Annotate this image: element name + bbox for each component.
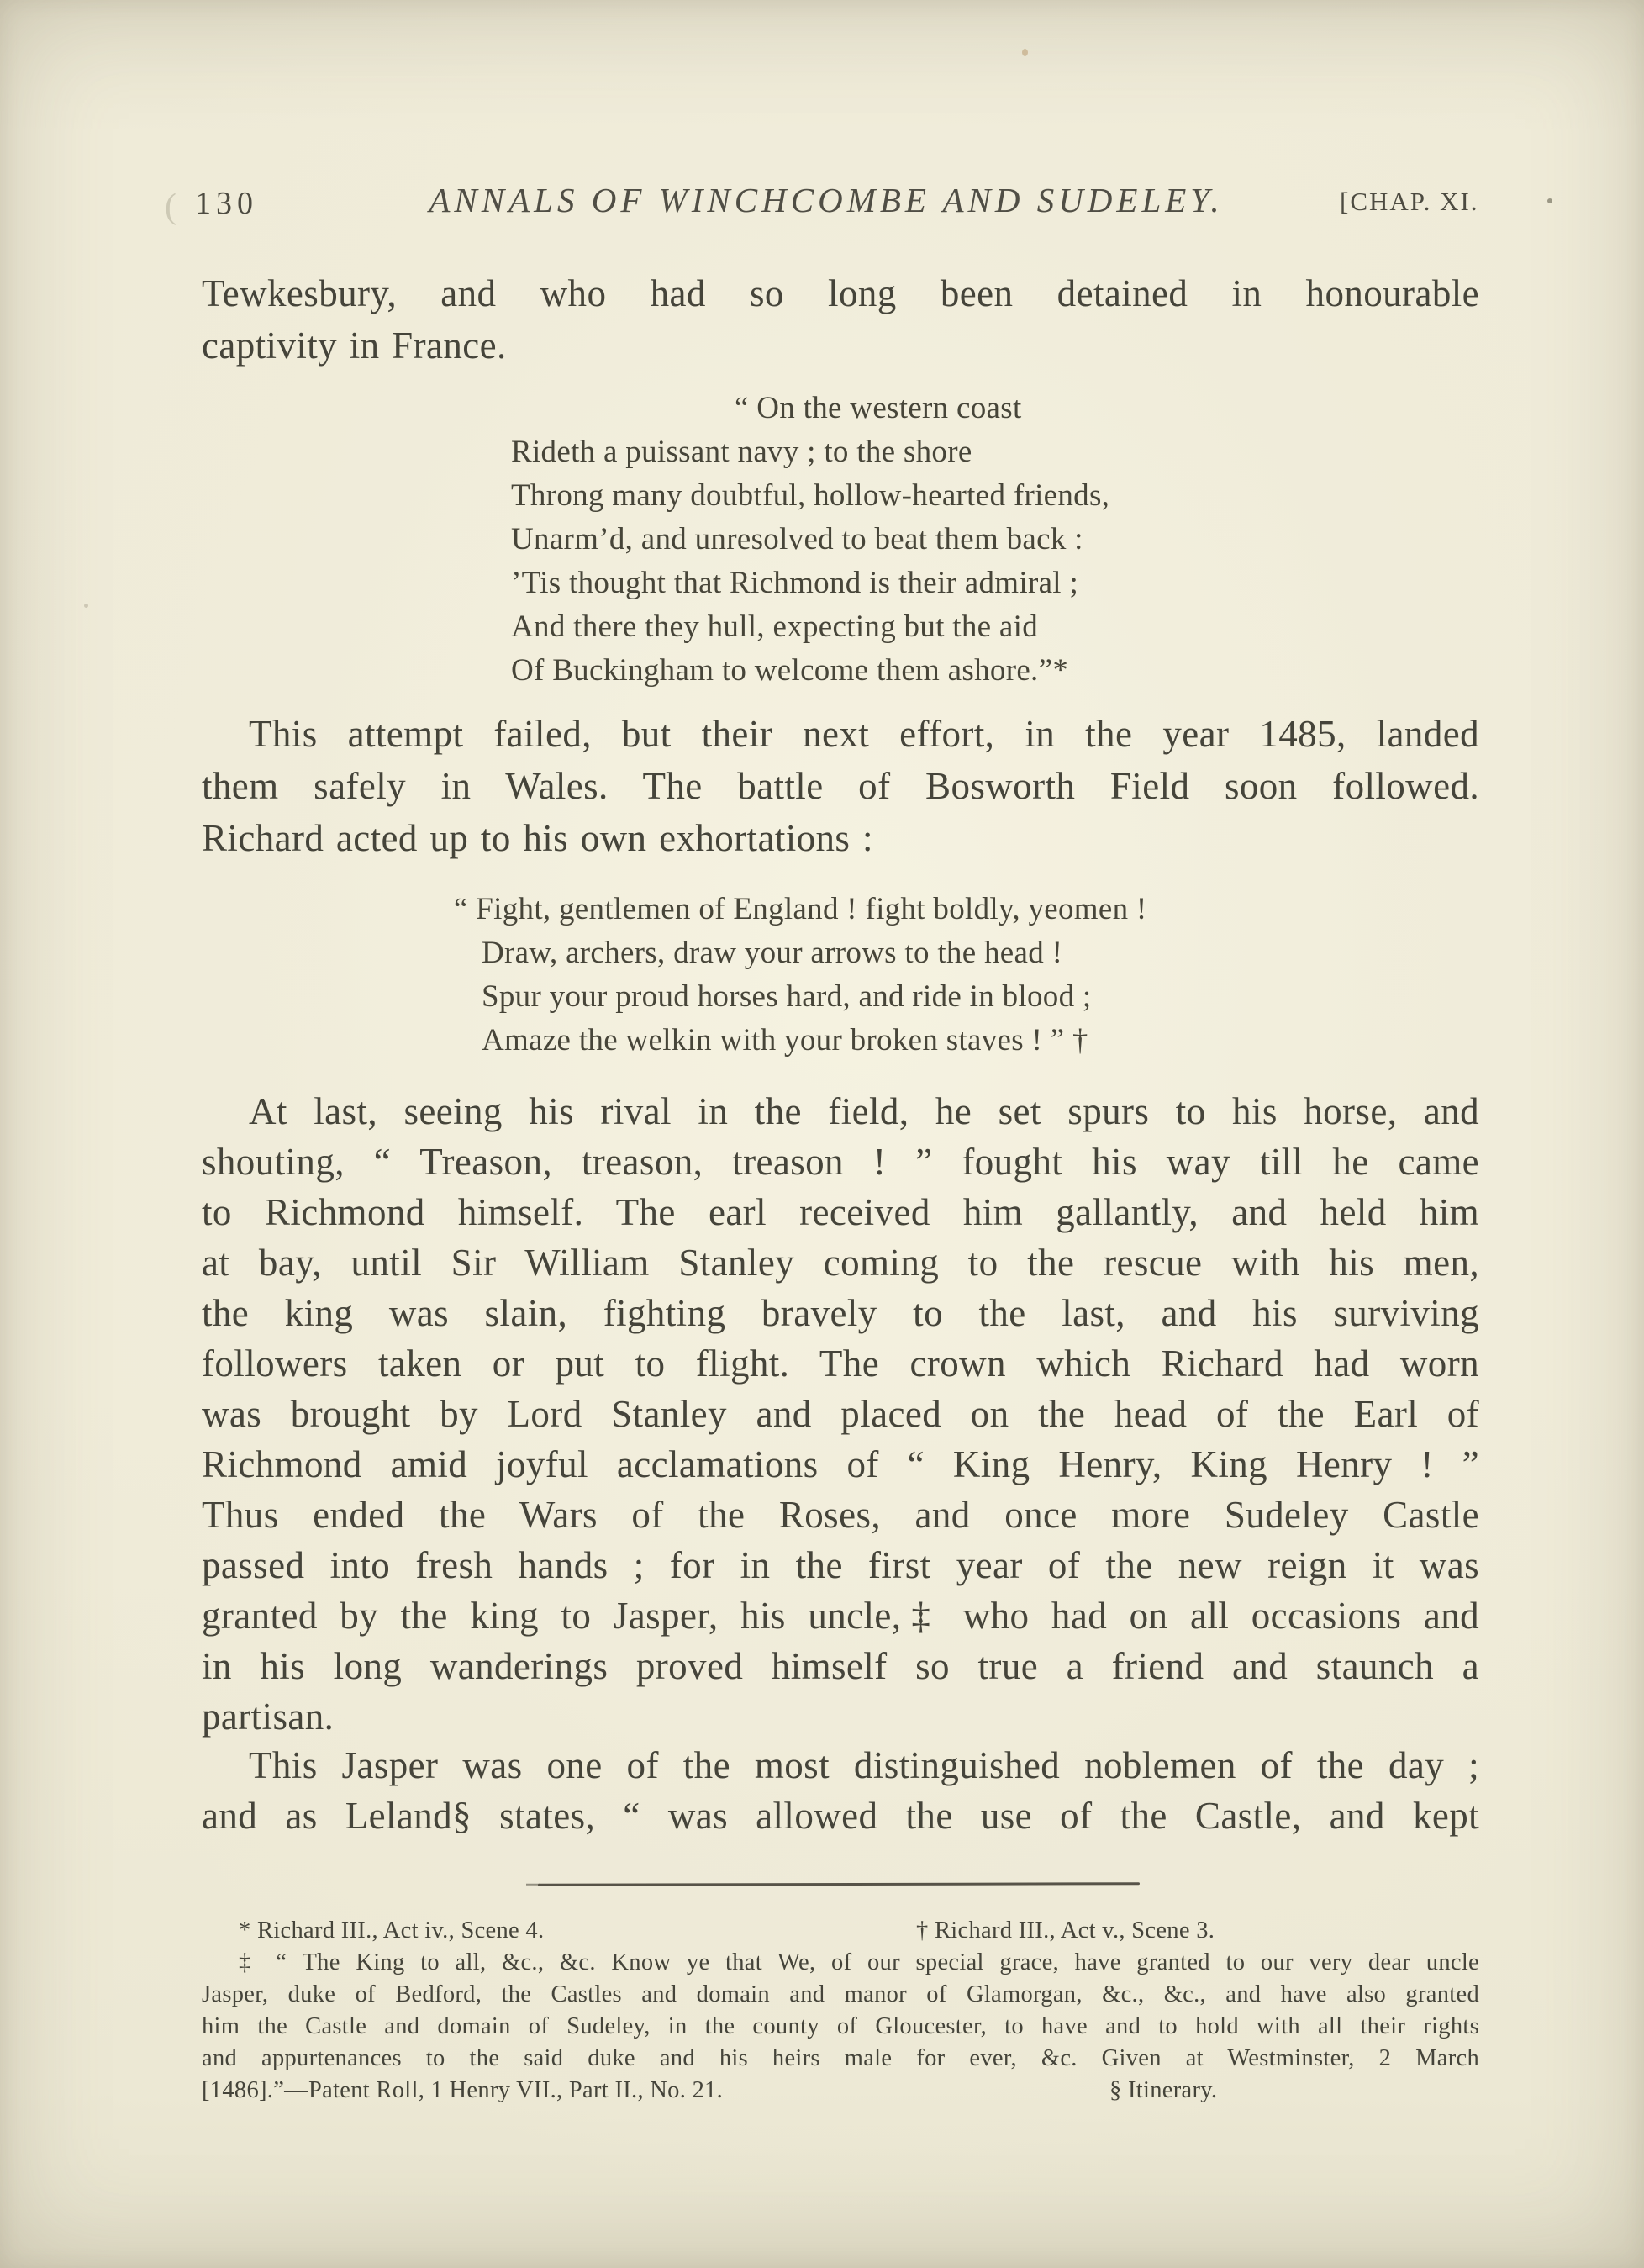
paragraph-line: followers taken or put to flight. The crown which Richard had worn [202,1342,1479,1385]
footnote-section: § Itinerary. [1109,2077,1218,2103]
verse-line: Rideth a puissant navy ; to the shore [511,435,972,469]
footnote-star: * Richard III., Act iv., Scene 4. [239,1917,545,1944]
paragraph-this-attempt [202,708,1479,864]
paragraph-line: the king was slain, fighting bravely to the last, and his surviving [202,1292,1479,1334]
paragraph-line: them safely in Wales. The battle of Bosworth Field soon followed. [202,765,1479,807]
verse-quote-western-coast [511,387,1109,693]
chapter-reference: [CHAP. XI. [1340,187,1479,216]
footnote-row-end [202,2075,1479,2107]
page-number: 130 [195,186,258,221]
scan-speck [1022,49,1028,56]
paragraph-line: Tewkesbury, and who had so long been detained in honourable [202,272,1479,314]
paragraph-line: was brought by Lord Stanley and placed on the head of the Earl of [202,1393,1479,1435]
paragraph-line: in his long wanderings proved himself so true a friend and staunch a [202,1645,1479,1687]
paragraph-line: Richard acted up to his own exhortations : [202,817,873,859]
verse-line: “ On the western coast [735,391,1022,425]
paragraph-tewkesbury [202,267,1479,372]
verse-line: ’Tis thought that Richmond is their admiral ; [511,566,1079,600]
paragraph-line: This attempt failed, but their next effort, in the year 1485, landed [249,713,1479,755]
paragraph-line: passed into fresh hands ; for in the first year of the new reign it was [202,1544,1479,1586]
paragraph-line: Thus ended the Wars of the Roses, and once more Sudeley Castle [202,1494,1479,1536]
paragraph-at-last [202,1086,1479,1742]
verse-quote-fight-gentlemen [454,888,1147,1063]
paragraph-this-jasper [202,1740,1479,1841]
paragraph-line: to Richmond himself. The earl received him gallantly, and held him [202,1191,1479,1233]
scan-artifact-paren: ( [165,187,177,226]
paragraph-line: captivity in France. [202,324,507,367]
verse-line: Unarm’d, and unresolved to beat them back : [511,522,1083,556]
verse-line: Spur your proud horses hard, and ride in blood ; [482,979,1092,1014]
scan-speck [84,604,88,608]
paragraph-line: and as Leland§ states, “ was allowed the use of the Castle, and kept [202,1795,1479,1837]
verse-line: Throng many doubtful, hollow-hearted friends, [511,478,1110,513]
paragraph-line: shouting, “ Treason, treason, treason ! ” fought his way till he came [202,1141,1479,1183]
footnotes [202,1915,1479,2107]
verse-line: Amaze the welkin with your broken staves ! ” † [482,1023,1088,1058]
paragraph-line: Richmond amid joyful acclamations of “ King Henry, King Henry ! ” [202,1443,1479,1485]
verse-line: “ Fight, gentlemen of England ! fight boldly, yeomen ! [454,892,1147,926]
footnote-line: ‡ “ The King to all, &c., &c. Know ye that We, of our special grace, have granted to our very dear uncle [239,1949,1479,1975]
footnote-line: Jasper, duke of Bedford, the Castles and domain and manor of Glamorgan, &c., &c., and have also granted [202,1981,1479,2007]
footnote-dagger: † Richard III., Act v., Scene 3. [916,1917,1215,1944]
verse-line: Of Buckingham to welcome them ashore.”* [511,653,1069,688]
footnote-line: and appurtenances to the said duke and his heirs male for ever, &c. Given at Westminster, 2 March [202,2045,1479,2071]
verse-line: And there they hull, expecting but the aid [511,609,1039,644]
paragraph-line: at bay, until Sir William Stanley coming to the rescue with his men, [202,1242,1479,1284]
verse-line: Draw, archers, draw your arrows to the head ! [482,936,1063,970]
footnote-patent-roll: [1486].”—Patent Roll, 1 Henry VII., Part II., No. 21. [202,2077,724,2103]
running-title: ANNALS OF WINCHCOMBE AND SUDELEY. [429,181,1224,219]
paragraph-line: granted by the king to Jasper, his uncle,‡ who had on all occasions and [202,1595,1479,1637]
paragraph-line: This Jasper was one of the most distinguished noblemen of the day ; [249,1744,1479,1786]
paragraph-line: At last, seeing his rival in the field, he set spurs to his horse, and [249,1090,1479,1132]
page-header [0,180,1644,230]
footnote-row-star-dagger [202,1915,1479,1947]
paragraph-line: partisan. [202,1696,335,1738]
footnote-divider [538,1882,1140,1886]
footnote-line: him the Castle and domain of Sudeley, in the county of Gloucester, to have and to hold with all their rights [202,2013,1479,2039]
